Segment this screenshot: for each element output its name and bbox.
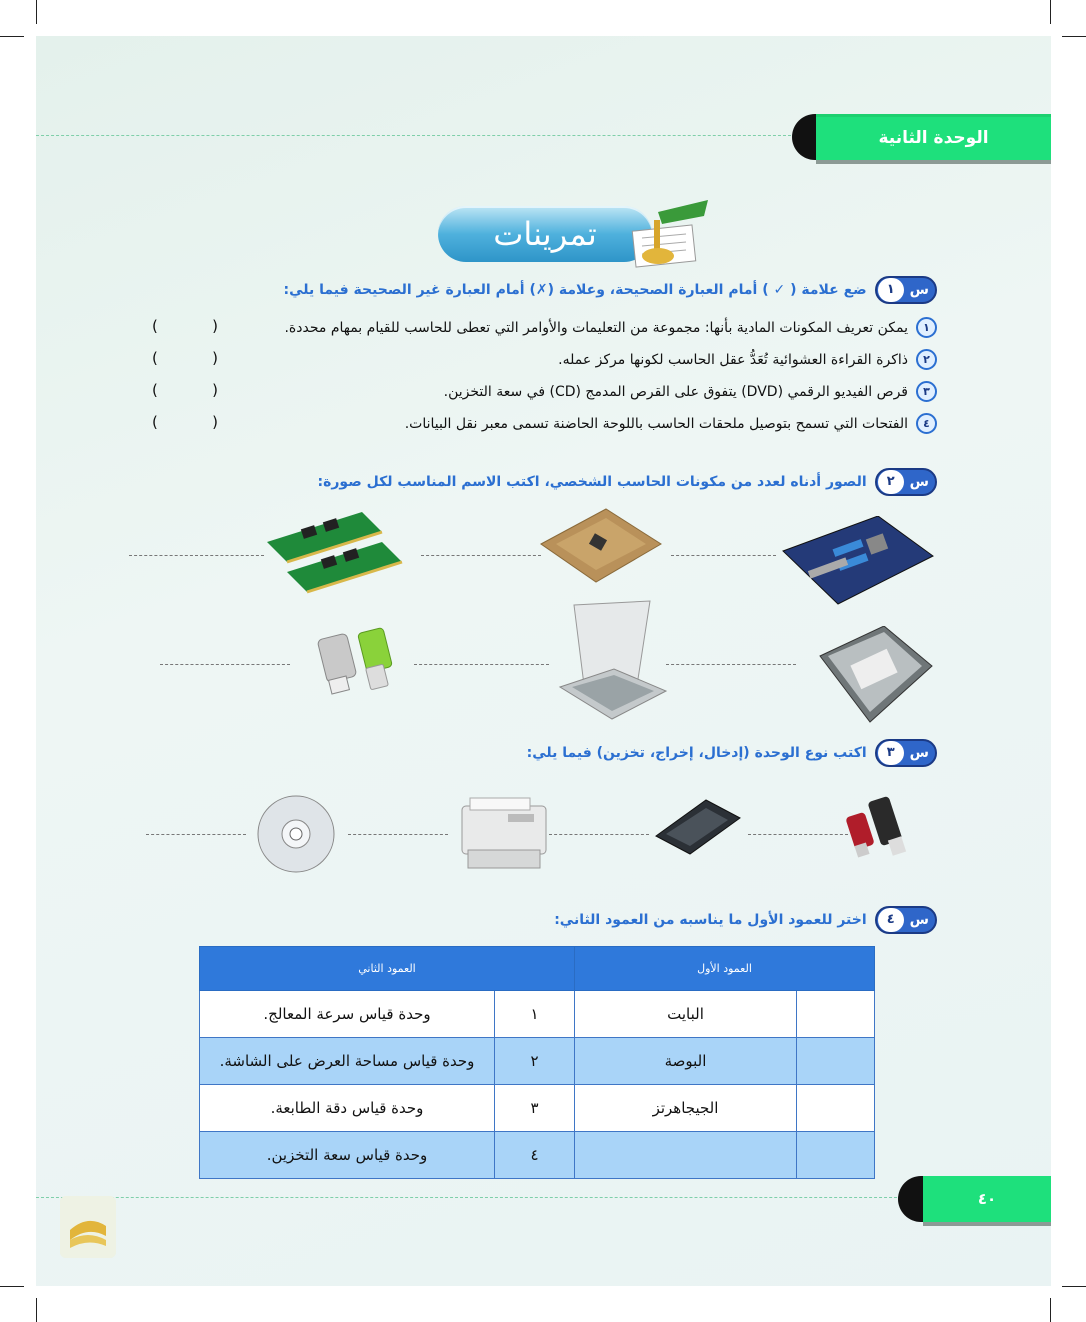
q4-badge-number: ٤	[878, 908, 904, 932]
row-number-cell: ٢	[495, 1038, 575, 1085]
first-column-cell: البوصة	[575, 1038, 797, 1085]
answer-parens[interactable]	[152, 317, 218, 335]
q3-badge-label: س	[909, 745, 929, 761]
header-divider	[36, 135, 796, 136]
paren-close: )	[152, 413, 158, 431]
q2-badge	[875, 468, 937, 496]
col2-header: العمود الثاني	[200, 947, 575, 991]
table-row	[200, 1132, 875, 1179]
second-column-cell: وحدة قياس مساحة العرض على الشاشة.	[200, 1038, 495, 1085]
crop-mark	[36, 0, 37, 24]
laser-printer-image	[456, 794, 552, 878]
second-column-cell: وحدة قياس دقة الطابعة.	[200, 1085, 495, 1132]
paren-open: (	[212, 413, 218, 431]
unit-label: الوحدة الثانية	[816, 114, 1051, 160]
desk-lamp-icon	[628, 194, 713, 270]
q3-badge-number: ٣	[878, 741, 904, 765]
answer-line	[146, 834, 246, 835]
q3-badge	[875, 739, 937, 767]
publisher-logo-icon	[60, 1196, 116, 1258]
hard-disk-drive-image	[814, 626, 934, 726]
q3-heading	[527, 739, 937, 767]
statement-text: قرص الفيديو الرقمي (DVD) يتفوق على القرص المدمج (CD) في سعة التخزين.	[443, 383, 908, 400]
second-column-cell: وحدة قياس سعة التخزين.	[200, 1132, 495, 1179]
q1-badge-number: ١	[878, 278, 904, 302]
q4-heading	[554, 906, 937, 934]
answer-cell[interactable]	[797, 1038, 875, 1085]
ram-modules-image	[262, 512, 412, 602]
matching-table	[199, 946, 875, 1179]
flatbed-scanner-image	[554, 599, 670, 729]
page-number: ٤٠	[923, 1176, 1051, 1222]
statement-text: الفتحات التي تسمح بتوصيل ملحقات الحاسب باللوحة الحاضنة تسمى معبر نقل البيانات.	[404, 415, 908, 432]
q1-statement	[558, 349, 937, 370]
q4-instruction: اختر للعمود الأول ما يناسبه من العمود الثاني:	[554, 912, 867, 928]
q1-instruction: ضع علامة ( ✓ ) أمام العبارة الصحيحة، وعلامة (✗) أمام العبارة غير الصحيحة فيما يلي:	[283, 282, 867, 298]
statement-number: ١	[916, 317, 937, 338]
first-column-cell	[575, 1132, 797, 1179]
q2-badge-number: ٢	[878, 470, 904, 494]
statement-text: يمكن تعريف المكونات المادية بأنها: مجموعة من التعليمات والأوامر التي تعطى للحاسب للقيام بمهام محددة.	[284, 319, 908, 336]
paren-open: (	[212, 381, 218, 399]
answer-parens[interactable]	[152, 381, 218, 399]
statement-number: ٣	[916, 381, 937, 402]
answer-line	[129, 555, 264, 556]
answer-line	[414, 664, 549, 665]
q1-badge	[875, 276, 937, 304]
compact-disc-image	[254, 792, 338, 876]
q3-instruction: اكتب نوع الوحدة (إدخال، إخراج، تخزين) فيما يلي:	[526, 745, 867, 761]
q2-badge-label: س	[909, 474, 929, 490]
paren-open: (	[212, 317, 218, 335]
page-title: تمرينات	[438, 206, 652, 262]
statement-number: ٢	[916, 349, 937, 370]
statement-text: ذاكرة القراءة العشوائية تُعَدُّ عقل الحاسب لكونها مركز عمله.	[558, 351, 908, 368]
crop-mark	[1062, 1286, 1086, 1287]
crop-mark	[0, 1286, 24, 1287]
scanner-image	[652, 796, 742, 858]
q2-instruction: الصور أدناه لعدد من مكونات الحاسب الشخصي، اكتب الاسم المناسب لكل صورة:	[317, 474, 867, 490]
q1-badge-label: س	[909, 282, 929, 298]
table-row	[200, 1085, 875, 1132]
flash-drives-image	[844, 794, 924, 864]
paren-close: )	[152, 317, 158, 335]
table-row	[200, 1038, 875, 1085]
q1-statement	[405, 413, 937, 434]
row-number-cell: ٤	[495, 1132, 575, 1179]
second-column-cell: وحدة قياس سرعة المعالج.	[200, 991, 495, 1038]
answer-cell[interactable]	[797, 991, 875, 1038]
answer-line	[666, 664, 796, 665]
q1-statement	[444, 381, 937, 402]
paren-close: )	[152, 381, 158, 399]
answer-cell[interactable]	[797, 1085, 875, 1132]
cpu-processor-image	[536, 504, 666, 586]
row-number-cell: ٣	[495, 1085, 575, 1132]
paren-open: (	[212, 349, 218, 367]
answer-parens[interactable]	[152, 349, 218, 367]
statement-number: ٤	[916, 413, 937, 434]
answer-line	[671, 555, 776, 556]
crop-mark	[1050, 0, 1051, 24]
q1-statement	[284, 317, 937, 338]
answer-line	[421, 555, 541, 556]
col1-header: العمود الأول	[575, 947, 875, 991]
crop-mark	[1062, 36, 1086, 37]
q4-badge	[875, 906, 937, 934]
row-number-cell: ١	[495, 991, 575, 1038]
crop-mark	[1050, 1298, 1051, 1322]
q4-badge-label: س	[909, 912, 929, 928]
q1-heading	[283, 276, 937, 304]
answer-line	[748, 834, 848, 835]
answer-parens[interactable]	[152, 413, 218, 431]
first-column-cell: البايت	[575, 991, 797, 1038]
q2-heading	[318, 468, 938, 496]
motherboard-image	[778, 516, 938, 608]
crop-mark	[36, 1298, 37, 1322]
table-row	[200, 991, 875, 1038]
footer-divider	[36, 1197, 902, 1198]
answer-cell[interactable]	[797, 1132, 875, 1179]
answer-line	[549, 834, 649, 835]
paren-close: )	[152, 349, 158, 367]
usb-flash-drives-image	[314, 626, 410, 698]
answer-line	[160, 664, 290, 665]
answer-line	[348, 834, 448, 835]
first-column-cell: الجيجاهرتز	[575, 1085, 797, 1132]
crop-mark	[0, 36, 24, 37]
textbook-page	[36, 36, 1051, 1286]
